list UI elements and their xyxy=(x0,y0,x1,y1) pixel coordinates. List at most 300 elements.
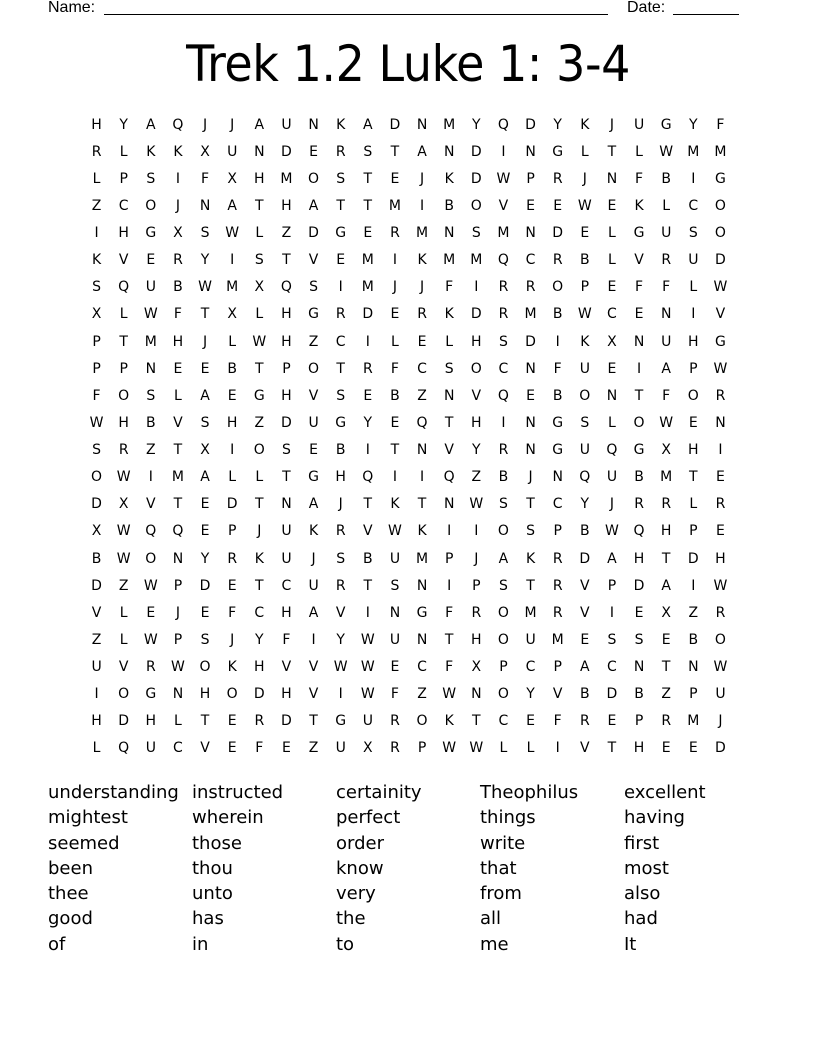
grid-cell[interactable]: T xyxy=(444,414,454,431)
grid-cell[interactable]: B xyxy=(444,197,454,214)
grid-cell[interactable]: D xyxy=(389,116,401,133)
name-field[interactable] xyxy=(104,0,608,15)
grid-cell[interactable]: Q xyxy=(443,469,455,486)
grid-cell[interactable]: J xyxy=(338,496,343,513)
grid-cell[interactable]: C xyxy=(552,496,563,513)
grid-cell[interactable]: R xyxy=(552,577,563,594)
grid-cell[interactable]: T xyxy=(390,442,400,459)
grid-cell[interactable]: E xyxy=(716,523,725,540)
grid-cell[interactable]: N xyxy=(172,550,184,567)
grid-cell[interactable]: H xyxy=(118,414,129,431)
grid-cell[interactable]: T xyxy=(363,197,373,214)
grid-cell[interactable]: F xyxy=(445,659,454,676)
grid-cell[interactable]: X xyxy=(607,333,617,350)
grid-cell[interactable]: R xyxy=(227,550,238,567)
grid-cell[interactable]: R xyxy=(471,604,482,621)
grid-cell[interactable]: G xyxy=(660,116,672,133)
grid-cell[interactable]: A xyxy=(661,577,671,594)
date-field[interactable] xyxy=(673,0,739,15)
grid-cell[interactable]: U xyxy=(389,550,401,567)
grid-cell[interactable]: I xyxy=(419,197,425,214)
grid-cell[interactable]: T xyxy=(282,469,291,486)
grid-cell[interactable]: E xyxy=(200,604,210,621)
grid-cell[interactable]: X xyxy=(173,225,183,242)
grid-cell[interactable]: K xyxy=(146,143,156,160)
grid-cell[interactable]: G xyxy=(335,414,347,431)
grid-cell[interactable]: S xyxy=(471,225,481,242)
grid-cell[interactable]: R xyxy=(390,713,400,730)
grid-cell[interactable]: M xyxy=(171,469,184,486)
grid-cell[interactable]: N xyxy=(416,442,428,459)
grid-cell[interactable]: W xyxy=(496,170,511,187)
grid-cell[interactable]: Z xyxy=(308,333,319,350)
grid-cell[interactable]: O xyxy=(714,631,726,648)
grid-cell[interactable]: K xyxy=(444,713,454,730)
grid-cell[interactable]: M xyxy=(144,333,157,350)
grid-cell[interactable]: Z xyxy=(254,414,265,431)
grid-cell[interactable]: E xyxy=(661,631,671,648)
grid-cell[interactable]: E xyxy=(634,306,644,323)
grid-cell[interactable]: Q xyxy=(633,523,645,540)
grid-cell[interactable]: V xyxy=(552,686,563,703)
grid-cell[interactable]: W xyxy=(143,306,158,323)
grid-cell[interactable]: H xyxy=(281,306,292,323)
grid-cell[interactable]: X xyxy=(227,170,237,187)
grid-cell[interactable]: N xyxy=(416,577,428,594)
grid-cell[interactable]: C xyxy=(417,360,427,377)
grid-cell[interactable]: I xyxy=(338,279,343,296)
grid-cell[interactable]: I xyxy=(365,442,370,459)
grid-cell[interactable]: N xyxy=(633,659,645,676)
grid-cell[interactable]: R xyxy=(525,279,536,296)
grid-cell[interactable]: R xyxy=(498,279,509,296)
grid-cell[interactable]: P xyxy=(553,523,562,540)
grid-cell[interactable]: B xyxy=(580,686,590,703)
grid-cell[interactable]: T xyxy=(255,496,264,513)
grid-cell[interactable]: H xyxy=(471,333,482,350)
grid-cell[interactable]: I xyxy=(447,523,452,540)
grid-cell[interactable]: T xyxy=(336,197,345,214)
grid-cell[interactable]: V xyxy=(146,496,156,513)
grid-cell[interactable]: Z xyxy=(661,686,671,703)
grid-cell[interactable]: T xyxy=(526,496,535,513)
grid-cell[interactable]: E xyxy=(336,252,346,269)
grid-cell[interactable]: W xyxy=(116,523,131,540)
grid-cell[interactable]: F xyxy=(662,387,671,404)
grid-cell[interactable]: V xyxy=(471,387,482,404)
grid-cell[interactable]: T xyxy=(200,713,210,730)
grid-cell[interactable]: R xyxy=(661,496,672,513)
grid-cell[interactable]: L xyxy=(608,252,616,269)
grid-cell[interactable]: E xyxy=(173,360,183,377)
grid-cell[interactable]: S xyxy=(363,143,373,160)
grid-cell[interactable]: X xyxy=(227,306,237,323)
grid-cell[interactable]: F xyxy=(92,387,101,404)
grid-cell[interactable]: U xyxy=(633,116,645,133)
grid-cell[interactable]: Y xyxy=(200,252,210,269)
grid-cell[interactable]: P xyxy=(173,577,183,594)
grid-cell[interactable]: H xyxy=(281,686,292,703)
grid-cell[interactable]: L xyxy=(255,306,264,323)
grid-cell[interactable]: P xyxy=(580,279,590,296)
grid-cell[interactable]: I xyxy=(474,279,479,296)
grid-cell[interactable]: T xyxy=(336,360,345,377)
grid-cell[interactable]: D xyxy=(633,577,645,594)
grid-cell[interactable]: A xyxy=(227,197,237,214)
grid-cell[interactable]: Q xyxy=(579,469,591,486)
grid-cell[interactable]: N xyxy=(525,414,536,431)
grid-cell[interactable]: J xyxy=(419,170,425,187)
grid-cell[interactable]: Z xyxy=(688,604,699,621)
grid-cell[interactable]: T xyxy=(363,170,373,187)
grid-cell[interactable]: V xyxy=(634,252,644,269)
grid-cell[interactable]: M xyxy=(497,225,510,242)
grid-cell[interactable]: H xyxy=(281,604,292,621)
grid-cell[interactable]: E xyxy=(716,469,725,486)
grid-cell[interactable]: A xyxy=(417,143,427,160)
grid-cell[interactable]: S xyxy=(498,333,508,350)
grid-cell[interactable]: K xyxy=(444,170,454,187)
grid-cell[interactable]: T xyxy=(173,496,183,513)
grid-cell[interactable]: L xyxy=(580,143,589,160)
grid-cell[interactable]: B xyxy=(552,387,563,404)
grid-cell[interactable]: J xyxy=(392,279,397,296)
grid-cell[interactable]: P xyxy=(689,360,698,377)
grid-cell[interactable]: X xyxy=(471,659,482,676)
grid-cell[interactable]: H xyxy=(91,116,102,133)
grid-cell[interactable]: R xyxy=(498,442,509,459)
grid-cell[interactable]: O xyxy=(199,659,211,676)
grid-cell[interactable]: B xyxy=(390,387,400,404)
grid-cell[interactable]: V xyxy=(173,414,183,431)
grid-cell[interactable]: X xyxy=(661,442,671,459)
grid-cell[interactable]: C xyxy=(417,659,427,676)
grid-cell[interactable]: U xyxy=(688,252,699,269)
grid-cell[interactable]: T xyxy=(444,631,454,648)
grid-cell[interactable]: T xyxy=(689,469,698,486)
grid-cell[interactable]: C xyxy=(173,740,183,757)
grid-cell[interactable]: C xyxy=(335,333,346,350)
grid-cell[interactable]: P xyxy=(119,360,128,377)
grid-cell[interactable]: D xyxy=(525,333,536,350)
grid-cell[interactable]: P xyxy=(227,523,237,540)
grid-cell[interactable]: E xyxy=(227,577,237,594)
grid-cell[interactable]: K xyxy=(580,116,590,133)
grid-cell[interactable]: E xyxy=(309,143,318,160)
grid-cell[interactable]: E xyxy=(634,604,644,621)
grid-cell[interactable]: U xyxy=(661,225,672,242)
grid-cell[interactable]: M xyxy=(361,252,374,269)
grid-cell[interactable]: R xyxy=(715,496,726,513)
grid-cell[interactable]: Z xyxy=(308,740,319,757)
grid-cell[interactable]: C xyxy=(254,604,265,621)
grid-cell[interactable]: S xyxy=(254,252,264,269)
grid-cell[interactable]: O xyxy=(91,469,103,486)
grid-cell[interactable]: R xyxy=(715,387,726,404)
grid-cell[interactable]: E xyxy=(526,713,535,730)
grid-cell[interactable]: B xyxy=(335,442,346,459)
grid-cell[interactable]: F xyxy=(635,170,644,187)
grid-cell[interactable]: O xyxy=(497,604,509,621)
grid-cell[interactable]: I xyxy=(338,686,343,703)
grid-cell[interactable]: O xyxy=(145,197,157,214)
grid-cell[interactable]: R xyxy=(335,143,346,160)
grid-cell[interactable]: W xyxy=(116,469,131,486)
grid-cell[interactable]: B xyxy=(580,523,590,540)
grid-cell[interactable]: F xyxy=(635,279,644,296)
grid-cell[interactable]: E xyxy=(526,197,535,214)
grid-cell[interactable]: V xyxy=(281,659,292,676)
grid-cell[interactable]: V xyxy=(580,577,590,594)
grid-cell[interactable]: Q xyxy=(362,469,374,486)
grid-cell[interactable]: A xyxy=(308,496,319,513)
grid-cell[interactable]: B xyxy=(634,469,644,486)
grid-cell[interactable]: M xyxy=(687,143,700,160)
grid-cell[interactable]: U xyxy=(525,631,536,648)
grid-cell[interactable]: H xyxy=(660,523,672,540)
grid-cell[interactable]: D xyxy=(253,686,265,703)
grid-cell[interactable]: J xyxy=(175,197,180,214)
grid-cell[interactable]: E xyxy=(607,713,617,730)
grid-cell[interactable]: I xyxy=(555,333,560,350)
grid-cell[interactable]: E xyxy=(390,659,400,676)
grid-cell[interactable]: N xyxy=(471,686,482,703)
grid-cell[interactable]: D xyxy=(715,740,726,757)
grid-cell[interactable]: W xyxy=(713,659,728,676)
grid-cell[interactable]: M xyxy=(714,143,727,160)
grid-cell[interactable]: E xyxy=(580,631,590,648)
grid-cell[interactable]: B xyxy=(91,550,102,567)
grid-cell[interactable]: R xyxy=(91,143,102,160)
grid-cell[interactable]: W xyxy=(360,686,375,703)
grid-cell[interactable]: S xyxy=(634,631,644,648)
grid-cell[interactable]: J xyxy=(311,550,316,567)
grid-cell[interactable]: Q xyxy=(606,442,618,459)
grid-cell[interactable]: Q xyxy=(172,523,184,540)
grid-cell[interactable]: Z xyxy=(471,469,482,486)
grid-cell[interactable]: W xyxy=(713,360,728,377)
grid-cell[interactable]: N xyxy=(308,116,319,133)
grid-cell[interactable]: W xyxy=(143,577,158,594)
grid-cell[interactable]: I xyxy=(555,740,560,757)
grid-cell[interactable]: S xyxy=(607,631,617,648)
grid-cell[interactable]: F xyxy=(201,170,210,187)
grid-cell[interactable]: C xyxy=(498,713,509,730)
grid-cell[interactable]: T xyxy=(255,360,264,377)
grid-cell[interactable]: R xyxy=(552,550,563,567)
grid-cell[interactable]: R xyxy=(552,170,563,187)
grid-cell[interactable]: W xyxy=(442,686,457,703)
grid-cell[interactable]: R xyxy=(362,360,373,377)
grid-cell[interactable]: T xyxy=(607,143,617,160)
grid-cell[interactable]: U xyxy=(579,360,590,377)
grid-cell[interactable]: M xyxy=(443,252,456,269)
grid-cell[interactable]: L xyxy=(391,333,399,350)
grid-cell[interactable]: U xyxy=(362,713,373,730)
grid-cell[interactable]: K xyxy=(336,116,346,133)
grid-cell[interactable]: O xyxy=(416,713,428,730)
grid-cell[interactable]: T xyxy=(661,659,671,676)
grid-cell[interactable]: C xyxy=(525,659,536,676)
grid-cell[interactable]: M xyxy=(226,279,239,296)
grid-cell[interactable]: D xyxy=(91,496,102,513)
grid-cell[interactable]: E xyxy=(282,740,291,757)
grid-cell[interactable]: J xyxy=(202,116,208,133)
grid-cell[interactable]: W xyxy=(89,414,104,431)
grid-cell[interactable]: E xyxy=(227,713,237,730)
grid-cell[interactable]: U xyxy=(715,686,726,703)
grid-cell[interactable]: Q xyxy=(497,387,509,404)
grid-cell[interactable]: N xyxy=(443,225,455,242)
grid-cell[interactable]: J xyxy=(718,713,723,730)
grid-cell[interactable]: K xyxy=(417,252,427,269)
grid-cell[interactable]: E xyxy=(390,170,400,187)
grid-cell[interactable]: E xyxy=(146,604,156,621)
grid-cell[interactable]: R xyxy=(390,225,400,242)
grid-cell[interactable]: V xyxy=(308,387,319,404)
grid-cell[interactable]: W xyxy=(333,659,348,676)
grid-cell[interactable]: R xyxy=(634,496,644,513)
grid-cell[interactable]: K xyxy=(444,306,454,323)
grid-cell[interactable]: R xyxy=(715,604,726,621)
grid-cell[interactable]: T xyxy=(119,333,128,350)
grid-cell[interactable]: Q xyxy=(497,116,509,133)
grid-cell[interactable]: V xyxy=(580,604,590,621)
grid-cell[interactable]: S xyxy=(498,496,508,513)
grid-cell[interactable]: F xyxy=(282,631,291,648)
grid-cell[interactable]: S xyxy=(200,414,210,431)
grid-cell[interactable]: O xyxy=(253,442,265,459)
grid-cell[interactable]: Z xyxy=(417,686,427,703)
grid-cell[interactable]: E xyxy=(580,225,590,242)
grid-cell[interactable]: E xyxy=(688,414,698,431)
grid-cell[interactable]: N xyxy=(199,197,211,214)
grid-cell[interactable]: I xyxy=(609,604,614,621)
grid-cell[interactable]: U xyxy=(281,116,292,133)
grid-cell[interactable]: S xyxy=(336,387,346,404)
grid-cell[interactable]: J xyxy=(582,170,587,187)
grid-cell[interactable]: D xyxy=(470,306,482,323)
grid-cell[interactable]: W xyxy=(360,659,375,676)
grid-cell[interactable]: R xyxy=(118,442,129,459)
grid-cell[interactable]: O xyxy=(497,631,509,648)
grid-cell[interactable]: K xyxy=(254,550,264,567)
grid-cell[interactable]: E xyxy=(417,333,427,350)
grid-cell[interactable]: L xyxy=(608,414,616,431)
grid-cell[interactable]: W xyxy=(171,659,185,676)
grid-cell[interactable]: H xyxy=(199,686,211,703)
grid-cell[interactable]: P xyxy=(119,170,128,187)
grid-cell[interactable]: L xyxy=(689,496,698,513)
grid-cell[interactable]: I xyxy=(501,143,506,160)
grid-cell[interactable]: V xyxy=(335,604,346,621)
grid-cell[interactable]: T xyxy=(526,577,535,594)
grid-cell[interactable]: K xyxy=(227,659,237,676)
grid-cell[interactable]: C xyxy=(281,577,292,594)
grid-cell[interactable]: T xyxy=(255,197,264,214)
grid-cell[interactable]: L xyxy=(526,740,535,757)
grid-cell[interactable]: I xyxy=(230,442,235,459)
grid-cell[interactable]: W xyxy=(713,577,728,594)
grid-cell[interactable]: Y xyxy=(200,550,210,567)
grid-cell[interactable]: I xyxy=(365,604,370,621)
grid-cell[interactable]: D xyxy=(579,550,591,567)
grid-cell[interactable]: G xyxy=(308,306,319,323)
grid-cell[interactable]: H xyxy=(254,170,265,187)
grid-cell[interactable]: K xyxy=(91,252,102,269)
grid-cell[interactable]: L xyxy=(92,170,101,187)
grid-cell[interactable]: Y xyxy=(580,496,590,513)
grid-cell[interactable]: A xyxy=(580,659,590,676)
grid-cell[interactable]: S xyxy=(688,225,698,242)
grid-cell[interactable]: W xyxy=(442,740,457,757)
grid-cell[interactable]: M xyxy=(660,469,673,486)
grid-cell[interactable]: X xyxy=(254,279,265,296)
grid-cell[interactable]: R xyxy=(335,306,346,323)
grid-cell[interactable]: D xyxy=(470,170,482,187)
grid-cell[interactable]: T xyxy=(173,442,183,459)
grid-cell[interactable]: S xyxy=(336,170,346,187)
grid-cell[interactable]: H xyxy=(688,333,699,350)
grid-cell[interactable]: P xyxy=(92,360,101,377)
grid-cell[interactable]: P xyxy=(173,631,183,648)
grid-cell[interactable]: P xyxy=(444,550,454,567)
grid-cell[interactable]: O xyxy=(633,414,645,431)
grid-cell[interactable]: F xyxy=(553,713,562,730)
grid-cell[interactable]: O xyxy=(714,197,726,214)
grid-cell[interactable]: W xyxy=(577,197,592,214)
grid-cell[interactable]: D xyxy=(308,225,319,242)
grid-cell[interactable]: H xyxy=(91,713,102,730)
grid-cell[interactable]: I xyxy=(392,469,397,486)
grid-cell[interactable]: I xyxy=(718,442,723,459)
grid-cell[interactable]: S xyxy=(336,550,346,567)
grid-cell[interactable]: Q xyxy=(497,252,509,269)
grid-cell[interactable]: H xyxy=(145,713,157,730)
grid-cell[interactable]: H xyxy=(335,469,346,486)
grid-cell[interactable]: W xyxy=(360,631,375,648)
grid-cell[interactable]: L xyxy=(92,740,101,757)
grid-cell[interactable]: U xyxy=(227,143,238,160)
grid-cell[interactable]: W xyxy=(577,306,592,323)
grid-cell[interactable]: P xyxy=(92,333,101,350)
grid-cell[interactable]: Y xyxy=(336,631,345,648)
grid-cell[interactable]: O xyxy=(687,387,699,404)
grid-cell[interactable]: A xyxy=(661,360,671,377)
grid-cell[interactable]: P xyxy=(607,577,617,594)
grid-cell[interactable]: N xyxy=(389,604,401,621)
grid-cell[interactable]: T xyxy=(472,713,481,730)
grid-cell[interactable]: L xyxy=(662,197,671,214)
grid-cell[interactable]: N xyxy=(606,170,618,187)
grid-cell[interactable]: B xyxy=(146,414,156,431)
grid-cell[interactable]: E xyxy=(146,252,156,269)
grid-cell[interactable]: A xyxy=(308,197,319,214)
grid-cell[interactable]: S xyxy=(309,279,318,296)
grid-cell[interactable]: O xyxy=(308,170,320,187)
grid-cell[interactable]: J xyxy=(230,116,235,133)
grid-cell[interactable]: B xyxy=(173,279,183,296)
grid-cell[interactable]: B xyxy=(498,469,509,486)
grid-cell[interactable]: J xyxy=(474,550,479,567)
grid-cell[interactable]: A xyxy=(146,116,156,133)
grid-cell[interactable]: U xyxy=(579,442,590,459)
grid-cell[interactable]: T xyxy=(363,577,373,594)
grid-cell[interactable]: P xyxy=(689,523,698,540)
grid-cell[interactable]: S xyxy=(444,360,454,377)
grid-cell[interactable]: W xyxy=(252,333,267,350)
grid-cell[interactable]: I xyxy=(175,170,180,187)
